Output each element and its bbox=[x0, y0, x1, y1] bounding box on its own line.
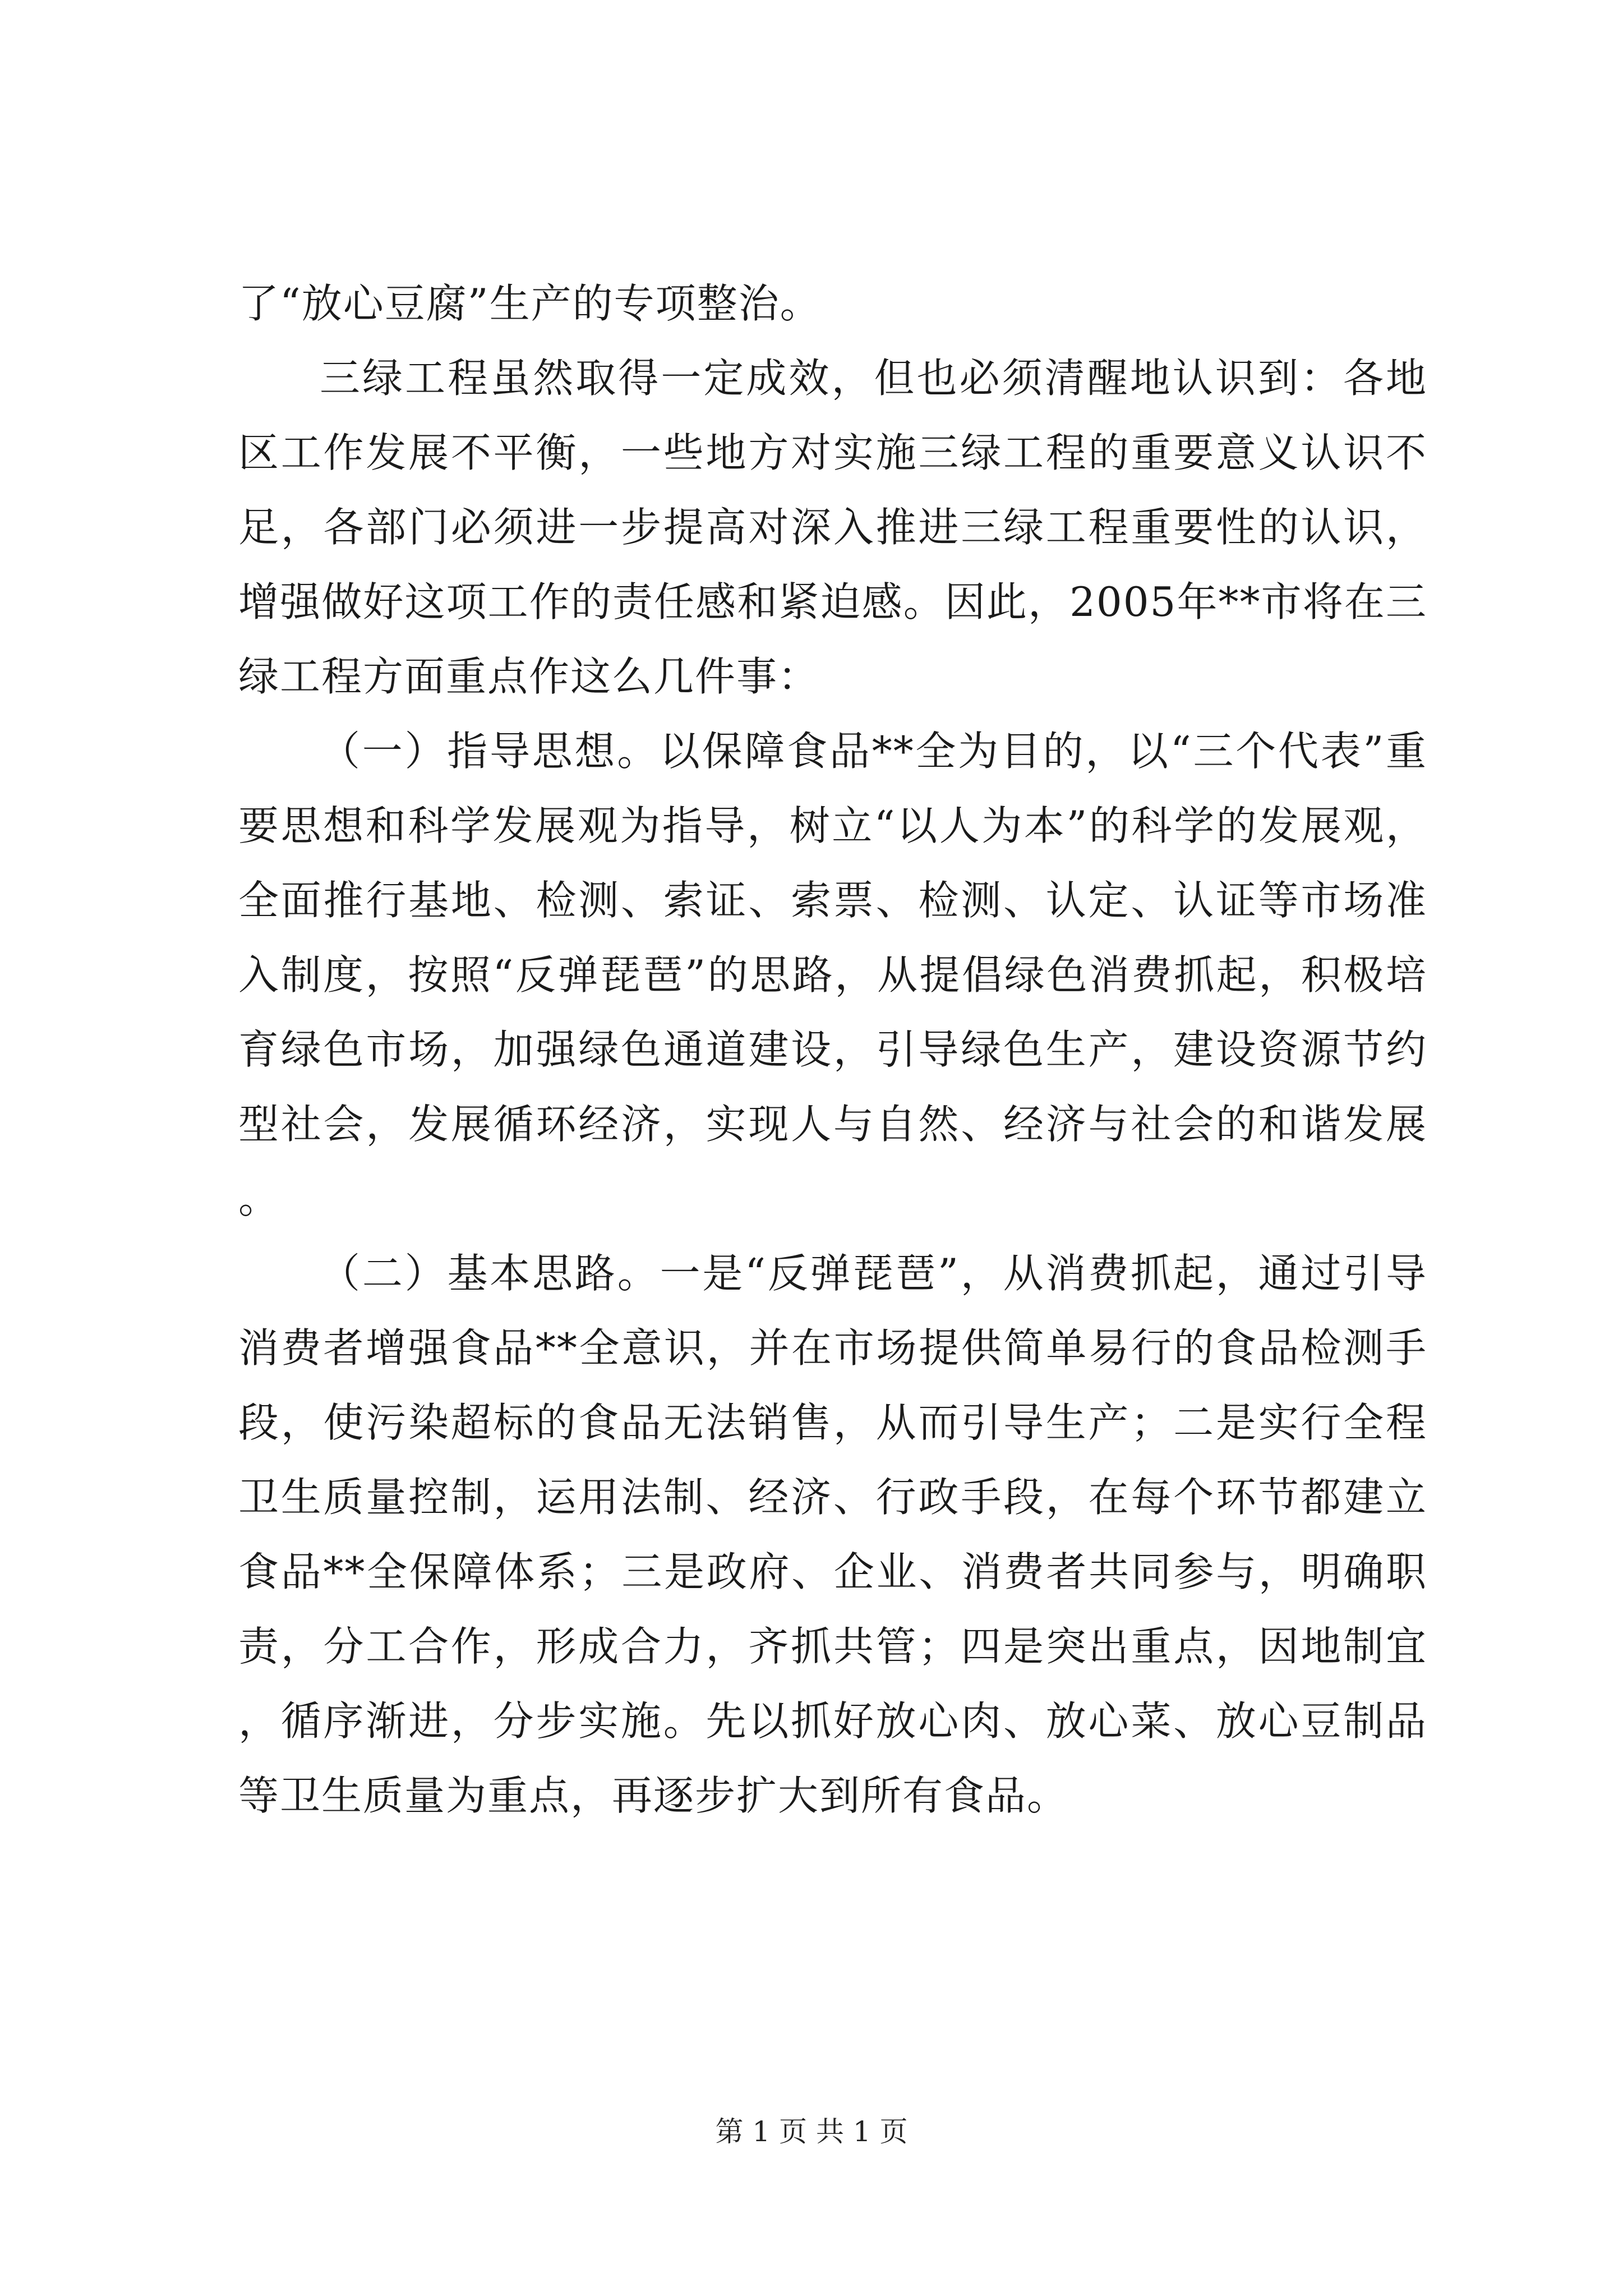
document-body bbox=[238, 266, 1427, 1833]
paragraph-guiding-ideology: （一）指导思想。以保障食品**全为目的，以“三个代表”重要思想和科学发展观为指导，树立“以人为本”的科学的发展观，全面推行基地、检测、索证、索票、检测、认定、认证等市场准入制度，按照“反弹琵琶”的思路，从提倡绿色消费抓起，积极培育绿色市场，加强绿色通道建设，引导绿色生产，建设资源节约型社会，发展循环经济，实现人与自然、经济与社会的和谐发展。 bbox=[238, 728, 1427, 1222]
paragraph-basic-approach: （二）基本思路。一是“反弹琵琶”，从消费抓起，通过引导消费者增强食品**全意识，并在市场提供简单易行的食品检测手段，使污染超标的食品无法销售，从而引导生产；二是实行全程卫生质量控制，运用法制、经济、行政手段，在每个环节都建立食品**全保障体系；三是政府、企业、消费者共同参与，明确职责，分工合作，形成合力，齐抓共管；四是突出重点，因地制宜，循序渐进，分步实施。先以抓好放心肉、放心菜、放心豆制品等卫生质量为重点，再逐步扩大到所有食品。 bbox=[238, 1250, 1427, 1819]
paragraph-continuation: 了“放心豆腐”生产的专项整治。 bbox=[238, 280, 822, 327]
paragraph-summary: 三绿工程虽然取得一定成效，但也必须清醒地认识到：各地区工作发展不平衡，一些地方对实施三绿工程的重要意义认识不足，各部门必须进一步提高对深入推进三绿工程重要性的认识，增强做好这项工作的责任感和紧迫感。因此，2005年**市将在三绿工程方面重点作这么几件事： bbox=[238, 355, 1427, 700]
page-number-footer: 第 1 页 共 1 页 bbox=[715, 2115, 908, 2148]
